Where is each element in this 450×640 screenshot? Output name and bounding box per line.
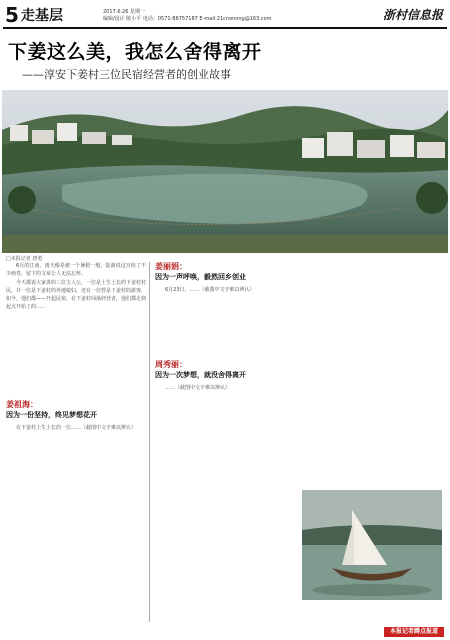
- paragraph: ……（截图中文字难以辨认）: [165, 385, 231, 391]
- section-title: 走基层: [21, 8, 63, 24]
- page-number: 5: [5, 3, 19, 27]
- headline: 下姜这么美，我怎么舍得离开: [8, 41, 262, 63]
- date-line: 2017.6.26 星期一: [103, 9, 146, 15]
- column-divider: [149, 262, 150, 622]
- section-title-jiang-zuhai: 姜祖海：: [6, 400, 38, 409]
- section-title-zhou-xiuli: 周秀丽：: [155, 360, 187, 369]
- paragraph: 今天都说大家讲的三位主人公，一位是土生土长的下姜村村民，并一位是下姜村的外地媳妇，还有一位曾是下姜村的游客，如今，他们都——开起民宿，在下姜村闯荡经营者，他们都走到起点开始了的……: [6, 280, 146, 310]
- boat-photo: [302, 490, 442, 600]
- lead-column: [6, 262, 146, 386]
- village-photo: [2, 90, 448, 253]
- column-3: [155, 384, 295, 624]
- paragraph: 在下姜村土生土长的一位……（截图中文字难以辨认）: [16, 425, 137, 431]
- page-header: [3, 4, 447, 26]
- header-rule: [3, 27, 447, 29]
- paragraph: 6月的江南，雨天像是被一个暑假一般，陆游说这宫给了不少画卷，留下的文章让人无法忘怀。: [6, 263, 146, 277]
- column-1b: [6, 424, 146, 622]
- column-2: [155, 286, 443, 356]
- section-subtitle-zhou-xiuli: 因为一次梦想，就没舍得离开: [155, 371, 246, 379]
- editor-line: 编辑/设计 陈小平 电话：0571-86757187 E-mail:21cnonong@163.com: [103, 16, 272, 22]
- section-subtitle-jiang-zuhai: 因为一份坚持，终见梦想花开: [6, 411, 97, 419]
- section-subtitle-jiang-lijuan: 因为一声呼唤，毅然回乡创业: [155, 273, 246, 281]
- footer-banner: 本报记者蹲点报道: [384, 627, 444, 637]
- paragraph: 6月23日，……（截图中文字难以辨认）: [165, 287, 255, 293]
- masthead-logo: 浙村信息报: [382, 8, 443, 22]
- photo-caption: □本报记者 唐勇: [6, 256, 43, 262]
- subheadline: ——淳安下姜村三位民宿经营者的创业故事: [22, 68, 231, 81]
- section-title-jiang-lijuan: 姜丽娟：: [155, 262, 187, 271]
